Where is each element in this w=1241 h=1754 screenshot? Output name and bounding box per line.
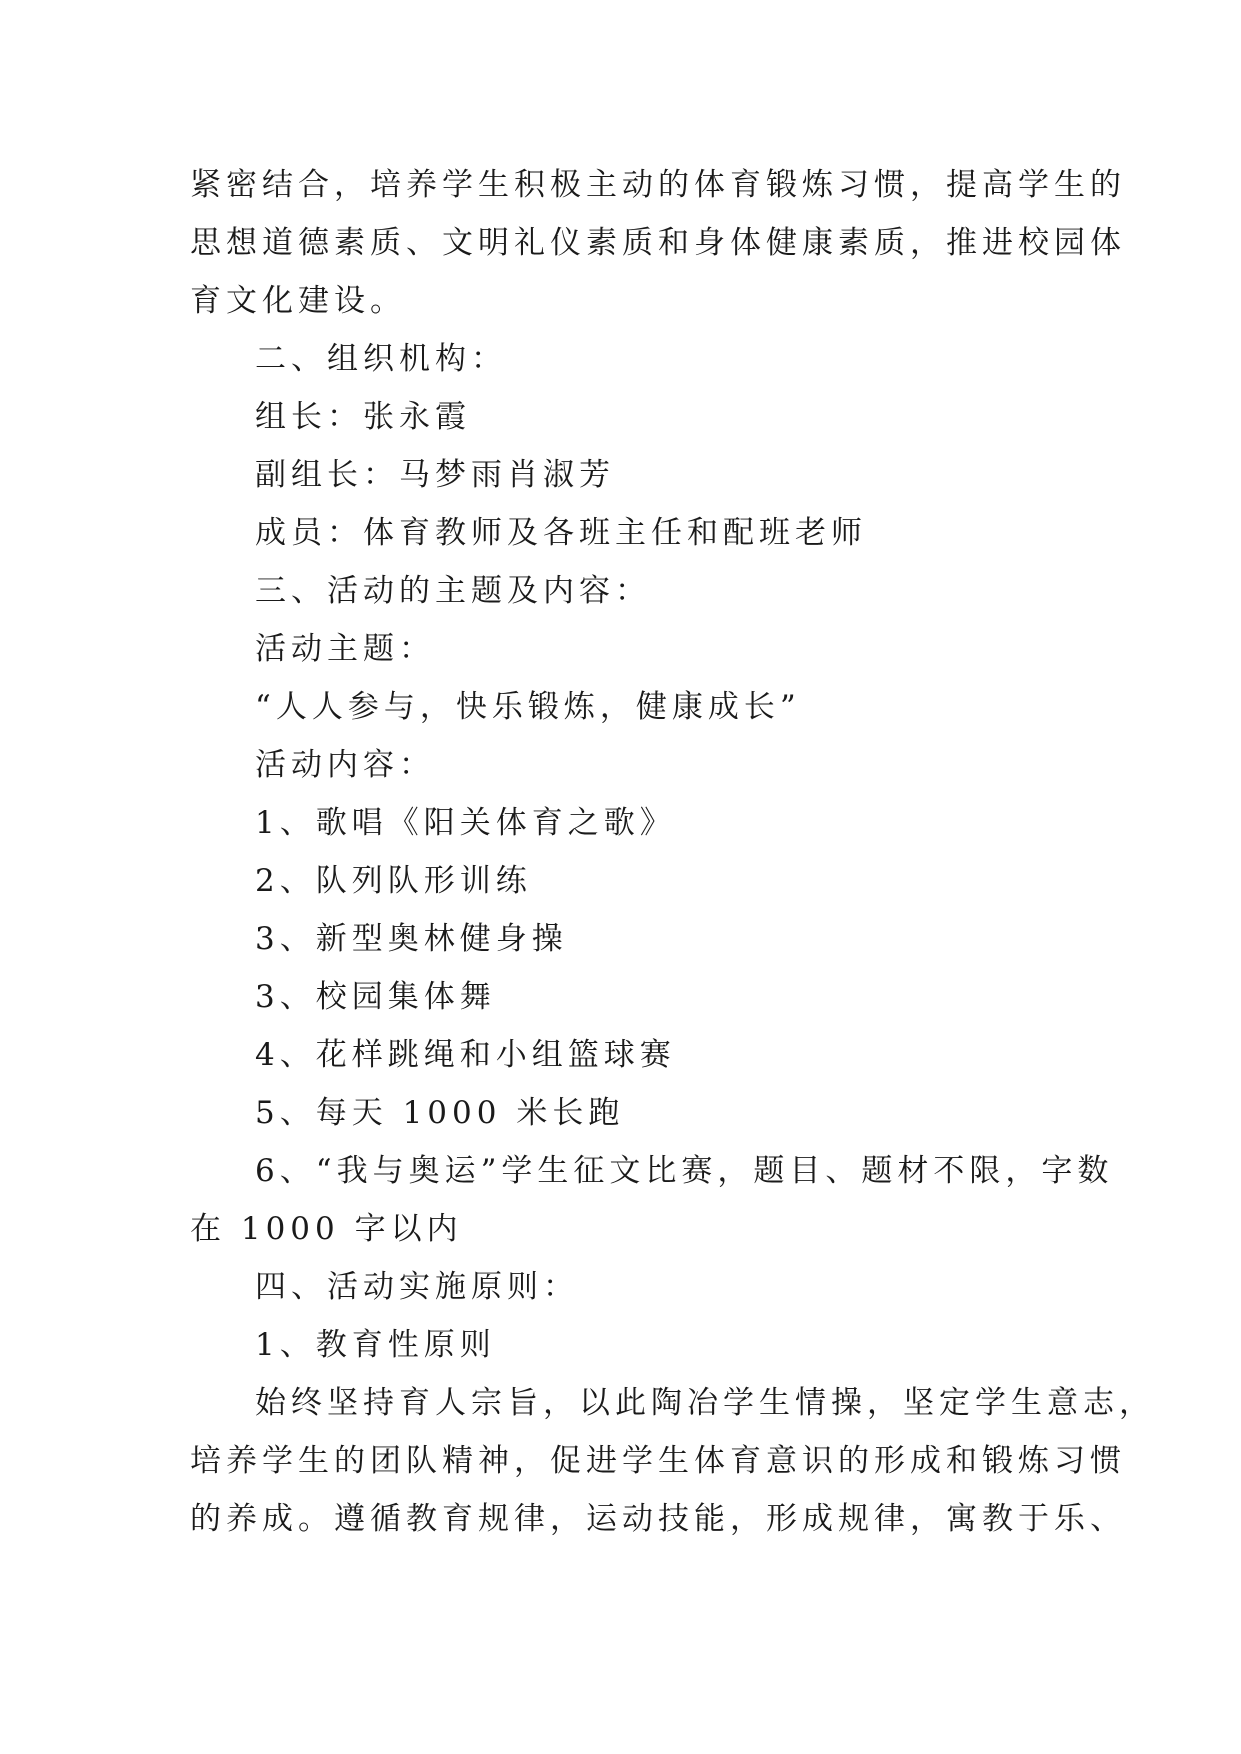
section-heading: 四、活动实施原则： (255, 1269, 579, 1305)
body-text-line: 在 1000 字以内 (190, 1211, 463, 1247)
body-text-line: 成员：体育教师及各班主任和配班老师 (255, 515, 867, 551)
list-item: 5、每天 1000 米长跑 (255, 1095, 625, 1131)
list-item: 3、校园集体舞 (255, 979, 496, 1015)
section-heading: 三、活动的主题及内容： (255, 573, 651, 609)
list-item: 1、歌唱《阳关体育之歌》 (255, 805, 676, 841)
list-item: 3、新型奥林健身操 (255, 921, 568, 957)
body-text-line: 副组长：马梦雨肖淑芳 (255, 457, 615, 493)
body-text-line: 思想道德素质、文明礼仪素质和身体健康素质，推进校园体 (190, 225, 1126, 261)
list-item: 6、“我与奥运”学生征文比赛，题目、题材不限，字数 (255, 1153, 1114, 1189)
body-text-line: 活动内容： (255, 747, 435, 783)
body-text-line: 的养成。遵循教育规律，运动技能，形成规律，寓教于乐、 (190, 1501, 1126, 1537)
list-item: 2、队列队形训练 (255, 863, 532, 899)
body-text-line: 培养学生的团队精神，促进学生体育意识的形成和锻炼习惯 (190, 1443, 1126, 1479)
body-text-line: 活动主题： (255, 631, 435, 667)
body-text-line: 组长：张永霞 (255, 399, 471, 435)
body-text-line: “人人参与，快乐锻炼，健康成长” (255, 689, 801, 725)
body-text-line: 育文化建设。 (190, 283, 406, 319)
list-item: 4、花样跳绳和小组篮球赛 (255, 1037, 676, 1073)
body-text-line: 1、教育性原则 (255, 1327, 496, 1363)
body-text-line: 紧密结合，培养学生积极主动的体育锻炼习惯，提高学生的 (190, 167, 1126, 203)
body-text-line: 始终坚持育人宗旨，以此陶冶学生情操，坚定学生意志， (255, 1385, 1155, 1421)
section-heading: 二、组织机构： (255, 341, 507, 377)
